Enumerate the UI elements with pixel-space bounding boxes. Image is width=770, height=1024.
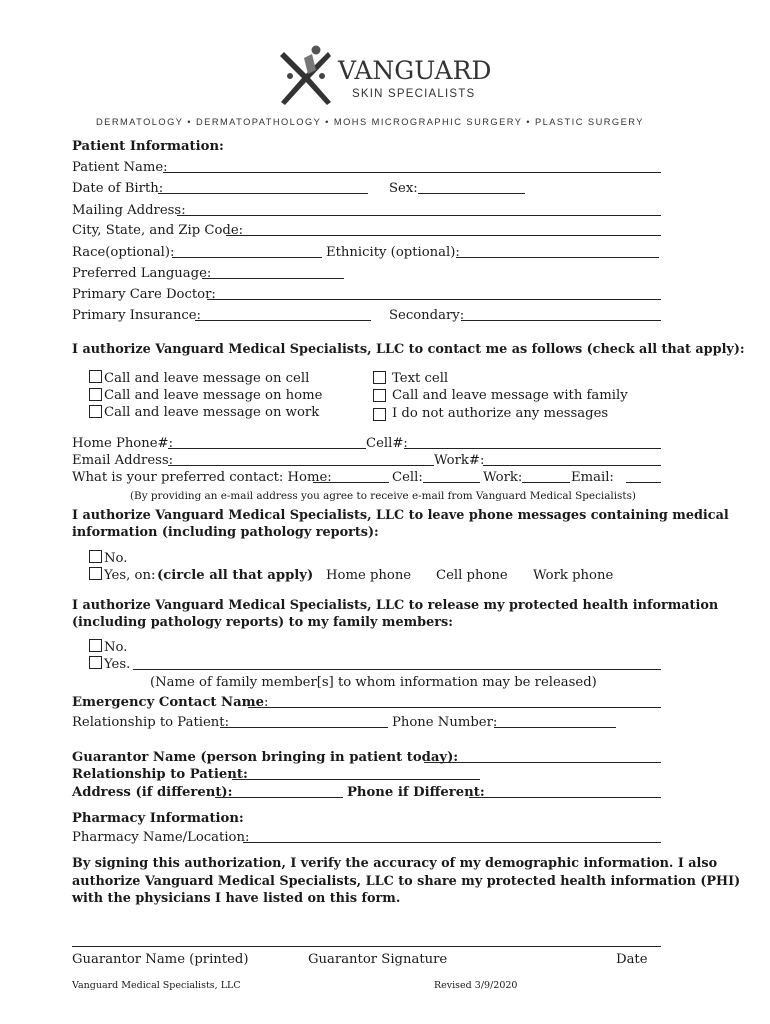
checkbox-call-family[interactable]: [373, 389, 386, 402]
emergency-relationship-label: Relationship to Patient:: [72, 715, 230, 730]
preferred-home-field[interactable]: [313, 482, 389, 483]
family-member-caption: (Name of family member[s] to whom information may be released): [150, 675, 597, 690]
release-heading-2: (including pathology reports) to my family members:: [72, 615, 453, 630]
checkbox-release-yes[interactable]: [89, 656, 102, 669]
emergency-contact-field[interactable]: [248, 707, 661, 708]
checkbox-call-cell[interactable]: [89, 370, 102, 383]
vanguard-figure-icon: [276, 44, 338, 108]
home-phone-field[interactable]: [168, 448, 366, 449]
work-phone-label: Work#:: [434, 453, 485, 468]
option-call-cell-label: Call and leave message on cell: [104, 371, 310, 386]
preferred-email-field[interactable]: [626, 482, 661, 483]
primary-insurance-label: Primary Insurance:: [72, 308, 201, 323]
phone-msg-heading-1: I authorize Vanguard Medical Specialists, LLC to leave phone messages containing medical: [72, 508, 729, 523]
checkbox-call-home[interactable]: [89, 388, 102, 401]
option-no-messages-label: I do not authorize any messages: [392, 406, 609, 421]
email-consent-note: (By providing an e-mail address you agree to receive e-mail from Vanguard Medical Specialists): [130, 490, 636, 502]
guarantor-relationship-label: Relationship to Patient:: [72, 767, 248, 782]
signing-statement-3: with the physicians I have listed on this form.: [72, 891, 401, 906]
patient-name-label: Patient Name:: [72, 160, 168, 175]
option-call-home-label: Call and leave message on home: [104, 388, 323, 403]
checkbox-text-cell[interactable]: [373, 371, 386, 384]
option-cell-phone[interactable]: Cell phone: [436, 568, 508, 583]
ethnicity-field[interactable]: [456, 257, 659, 258]
cell-phone-field[interactable]: [404, 448, 661, 449]
guarantor-name-label: Guarantor Name (person bringing in patient today):: [72, 750, 459, 765]
checkbox-release-no[interactable]: [89, 639, 102, 652]
contact-auth-heading: I authorize Vanguard Medical Specialists, LLC to contact me as follows (check all that apply):: [72, 342, 745, 357]
phone-msg-heading-2: information (including pathology reports):: [72, 525, 379, 540]
sex-field[interactable]: [418, 193, 525, 194]
emergency-contact-label: [72, 695, 268, 711]
family-member-field[interactable]: [133, 669, 661, 670]
cell-phone-label: Cell#:: [366, 436, 408, 451]
city-state-zip-label: City, State, and Zip Code:: [72, 223, 244, 238]
preferred-contact-label: What is your preferred contact: Home:: [72, 470, 332, 485]
guarantor-address-label: Address (if different):: [72, 785, 233, 800]
home-phone-label: Home Phone#:: [72, 436, 174, 451]
release-heading-1: I authorize Vanguard Medical Specialists, LLC to release my protected health information: [72, 598, 719, 613]
option-home-phone[interactable]: Home phone: [326, 568, 412, 583]
primary-care-doctor-field[interactable]: [207, 299, 661, 300]
signing-statement-2: authorize Vanguard Medical Specialists, LLC to share my protected health information (PHI): [72, 874, 741, 889]
option-text-cell-label: Text cell: [392, 371, 449, 386]
dob-label: Date of Birth:: [72, 181, 164, 196]
footer-revised: Revised 3/9/2020: [434, 980, 518, 991]
secondary-insurance-field[interactable]: [461, 320, 661, 321]
preferred-email-label: Email:: [571, 470, 614, 485]
option-work-phone[interactable]: Work phone: [533, 568, 614, 583]
patient-info-heading: Patient Information:: [72, 139, 224, 154]
logo: [276, 44, 496, 108]
preferred-language-label: Preferred Language:: [72, 266, 212, 281]
pharmacy-heading: Pharmacy Information:: [72, 811, 244, 826]
primary-insurance-field[interactable]: [195, 320, 371, 321]
primary-care-doctor-label: Primary Care Doctor:: [72, 287, 216, 302]
preferred-cell-label: Cell:: [392, 470, 423, 485]
email-label: Email Address:: [72, 453, 174, 468]
release-no-label: No.: [104, 640, 128, 655]
guarantor-phone-field[interactable]: [469, 797, 661, 798]
mailing-address-field[interactable]: [177, 215, 661, 216]
brand-subtitle: SKIN SPECIALISTS: [352, 88, 476, 100]
preferred-language-field[interactable]: [202, 278, 344, 279]
date-label: Date: [616, 952, 648, 967]
guarantor-address-field[interactable]: [215, 797, 343, 798]
checkbox-phone-msg-no[interactable]: [89, 550, 102, 563]
signature-line[interactable]: [72, 946, 661, 947]
footer-company: Vanguard Medical Specialists, LLC: [72, 980, 241, 991]
work-phone-field[interactable]: [483, 465, 661, 466]
emergency-relationship-field[interactable]: [220, 727, 388, 728]
circle-all-instruction: (circle all that apply): [157, 568, 314, 583]
guarantor-printed-label: Guarantor Name (printed): [72, 952, 249, 967]
preferred-cell-field[interactable]: [423, 482, 480, 483]
preferred-work-label: Work:: [483, 470, 523, 485]
pharmacy-name-label: Pharmacy Name/Location:: [72, 830, 250, 845]
emergency-contact-title: Emergency Contact Name: [72, 695, 264, 710]
release-yes-label: Yes.: [104, 657, 131, 672]
city-state-zip-field[interactable]: [226, 235, 661, 236]
guarantor-name-field[interactable]: [424, 762, 661, 763]
specialties-banner: DERMATOLOGY • DERMATOPATHOLOGY • MOHS MICROGRAPHIC SURGERY • PLASTIC SURGERY: [96, 117, 644, 127]
secondary-insurance-label: Secondary:: [389, 308, 465, 323]
preferred-work-field[interactable]: [522, 482, 570, 483]
signing-statement-1: By signing this authorization, I verify the accuracy of my demographic information. I also: [72, 856, 718, 871]
dob-field[interactable]: [158, 193, 368, 194]
checkbox-phone-msg-yes[interactable]: [89, 567, 102, 580]
guarantor-phone-label: Phone if Different:: [347, 785, 485, 800]
phone-msg-yes-label: Yes, on:: [104, 568, 156, 583]
brand-name: VANGUARD: [338, 56, 492, 85]
race-field[interactable]: [172, 257, 322, 258]
checkbox-call-work[interactable]: [89, 405, 102, 418]
emergency-phone-label: Phone Number:: [392, 715, 498, 730]
guarantor-signature-label: Guarantor Signature: [308, 952, 448, 967]
race-label: Race(optional):: [72, 245, 175, 260]
checkbox-no-messages[interactable]: [373, 408, 386, 421]
ethnicity-label: Ethnicity (optional):: [326, 245, 460, 260]
phone-msg-no-label: No.: [104, 551, 128, 566]
mailing-address-label: Mailing Address:: [72, 203, 186, 218]
patient-name-field[interactable]: [163, 172, 661, 173]
emergency-contact-colon: :: [264, 695, 269, 710]
guarantor-relationship-field[interactable]: [232, 779, 480, 780]
emergency-phone-field[interactable]: [494, 727, 616, 728]
sex-label: Sex:: [389, 181, 418, 196]
pharmacy-name-field[interactable]: [243, 842, 661, 843]
email-field[interactable]: [168, 465, 434, 466]
option-call-family-label: Call and leave message with family: [392, 388, 628, 403]
option-call-work-label: Call and leave message on work: [104, 405, 320, 420]
